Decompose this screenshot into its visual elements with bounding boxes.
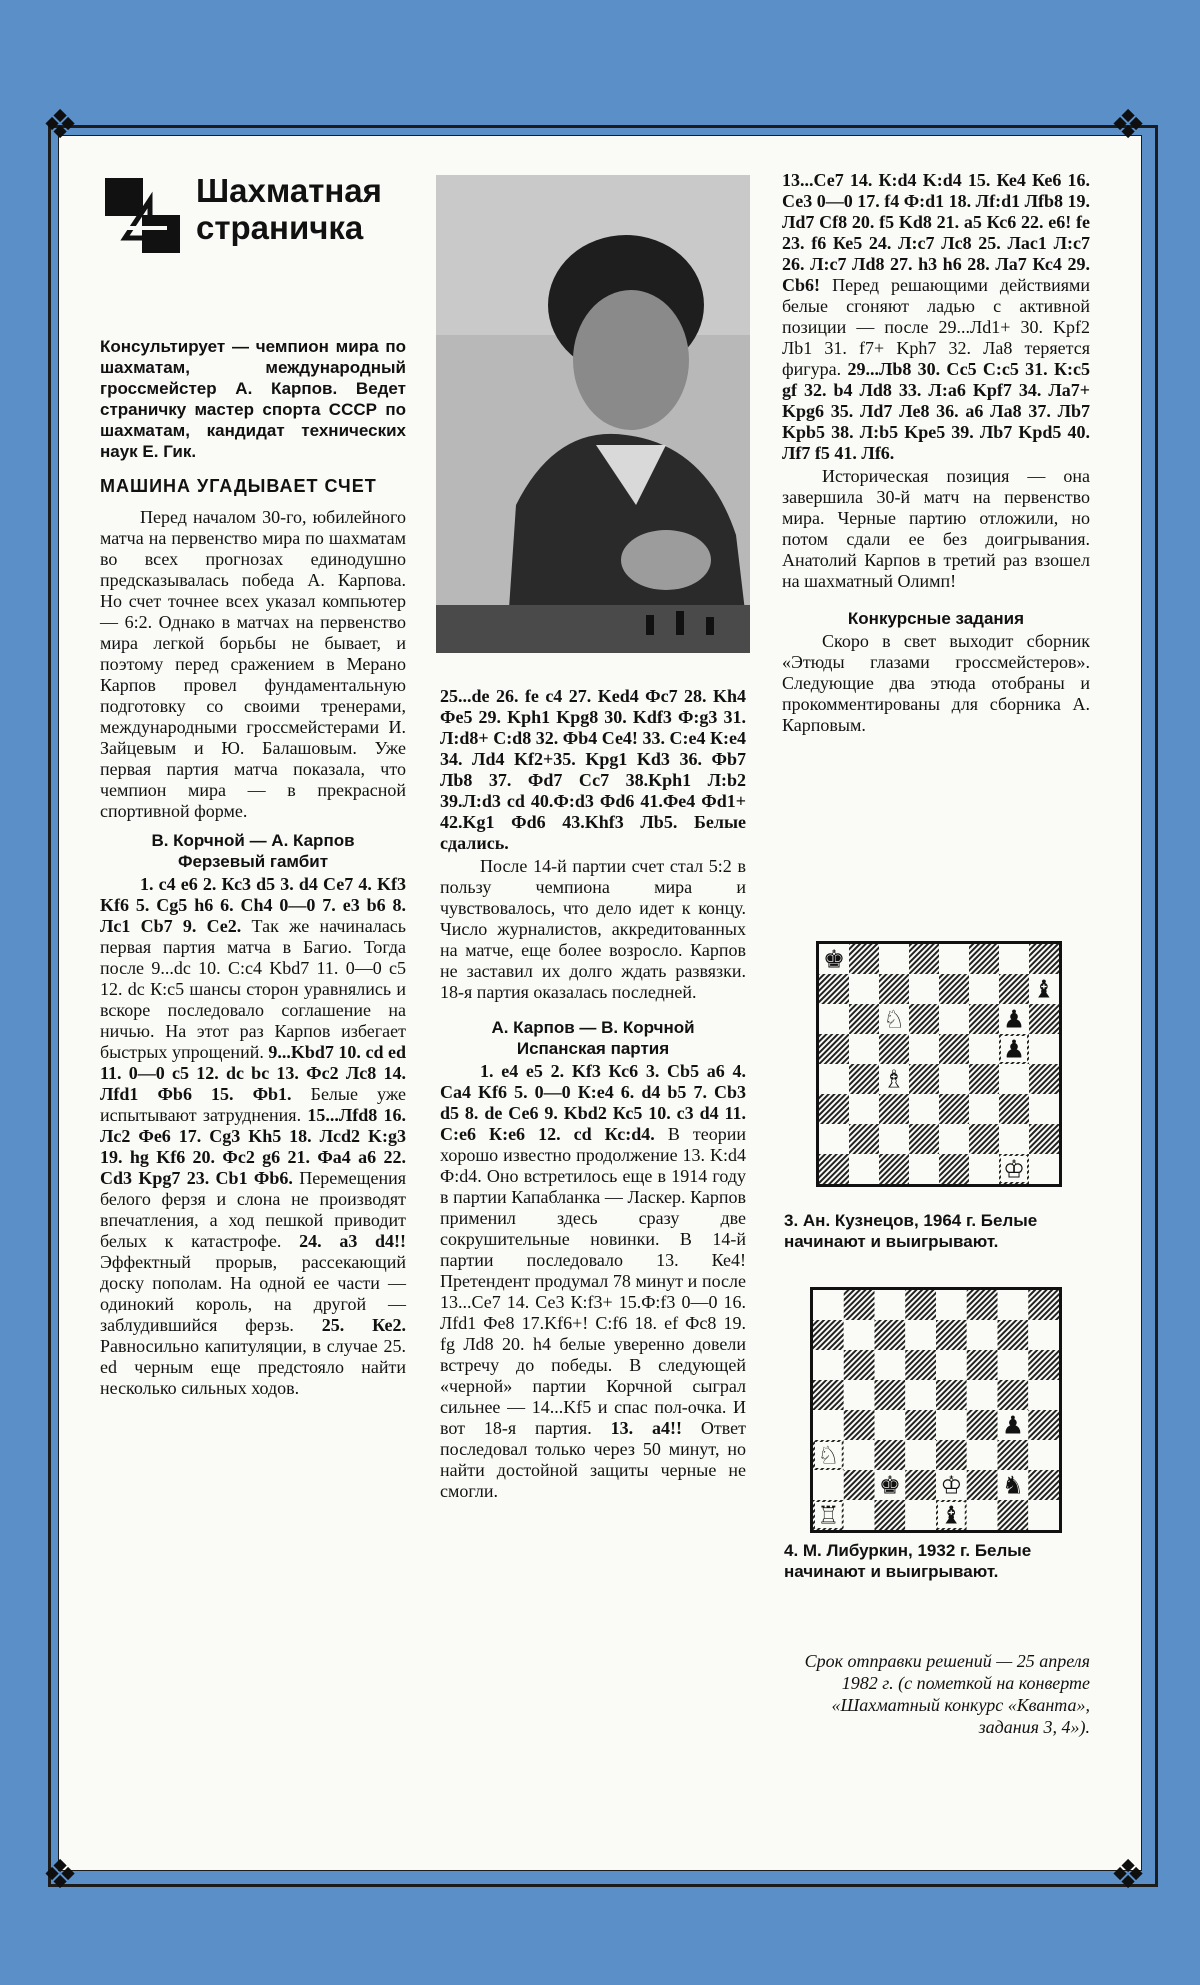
board-square (967, 1290, 998, 1320)
board-square (879, 974, 909, 1004)
chess-logo-icon (105, 178, 180, 253)
board-square (939, 1034, 969, 1064)
study4-piece-a3: ♘ (817, 1440, 840, 1470)
board-square (1028, 1320, 1059, 1350)
board-square (967, 1380, 998, 1410)
game2-continuation: 13...Се7 14. К:d4 K:d4 15. Ке4 Ке6 16. Се3 0—0 17. f4 Ф:d1 18. Лf:d1 Лfb8 19. Лd7 Cf8 20. f5 Kd8 21. а5 Кс6 22. е6! fe 23. f6 Ке5 24. Л:с7 Лс8 25. Лас1 Л:с7 26. Л:с7 Лd8 27. h3 h6 28. Ла7 Кс4 29. Cb6! Перед решающими действиями белые сгоняют ладью с активной позиции — после 29...Лd1+ 30. Kpf2 Лb1 31. f7+ Kph7 32. Ла8 теряется фигура. 29...Лb8 30. Сс5 С:с5 31. К:с5 gf 32. b4 Лd8 33. Л:а6 Kpf7 34. Ла7+ Kpg6 35. Лd7 Ле8 36. а6 Ла8 37. Лb7 Kpb5 38. Л:b5 Kpe5 39. Лb7 Kpd5 40. Лf7 f5 41. Лf6. (782, 170, 1091, 463)
board-square (819, 1034, 849, 1064)
study4-piece-e2: ♔ (940, 1470, 963, 1500)
board-square (1029, 1094, 1059, 1124)
board-square (875, 1440, 906, 1470)
board-square (849, 1004, 879, 1034)
board-square (939, 1154, 969, 1184)
board-square (844, 1380, 875, 1410)
study4-piece-g4: ♟ (1001, 1410, 1024, 1440)
board-square (969, 974, 999, 1004)
board-square (844, 1290, 875, 1320)
board-square (939, 1064, 969, 1094)
board-square (879, 1094, 909, 1124)
board-square (967, 1470, 998, 1500)
board-square (813, 1380, 844, 1410)
game1-annotation: 1. с4 е6 2. Кс3 d5 3. d4 Се7 4. Kf3 Kf6 5. Cg5 h6 6. Ch4 0—0 7. е3 b6 8. Лс1 Cb7 9. Се2. Так же начиналась первая партия матча в Багио. Тогда после 9...dc 10. С:с4 Kbd7 11. 0—0 с5 12. dc К:с5 шансы сторон уравнялись и вскоре последовало соглашение на ничью. На этот раз Карпов избегает быстрых упрощений. 9...Kbd7 10. cd ed 11. 0—0 с5 12. dc bc 13. Фс2 Лс8 14. Лfd1 Фb6 15. Фb1. Белые уже испытывают затруднения. 15...Лfd8 16. Лс2 Фе6 17. Cg3 Kh5 18. Лcd2 K:g3 19. hg Kf6 20. Фс2 g6 21. Фа4 а6 22. Cd3 Kpg7 23. Cb1 Фb6. Перемещения белого ферзя и слона не производят впечатления, а ход пешкой приводит белых к катастрофе. 24. а3 d4!! Эффектный прорыв, рассекающий доску пополам. На одной ее части — одинокий король, на другой — заблудившийся ферзь. 25. Ке2. Равносильно капитуляции, в случае 25. ed черным еще предстояло найти несколько сильных ходов. (100, 874, 407, 1398)
board-square (999, 1064, 1029, 1094)
board-square (939, 944, 969, 974)
board-square (844, 1320, 875, 1350)
deadline-note: Срок отправки решений — 25 апреля 1982 г. (с пометкой на конверте «Шахматный конкурс «Кванта», задания 3, 4»). (804, 1651, 1090, 1737)
board-square (936, 1410, 967, 1440)
board-square (813, 1350, 844, 1380)
board-square (875, 1290, 906, 1320)
board-square (1028, 1440, 1059, 1470)
column-2 (440, 686, 746, 1504)
board-square (936, 1320, 967, 1350)
board-square (909, 1004, 939, 1034)
board-square (1028, 1410, 1059, 1440)
board-square (1029, 1004, 1059, 1034)
board-square (939, 1094, 969, 1124)
board-square (813, 1320, 844, 1350)
board-square (1029, 1154, 1059, 1184)
board-square (967, 1500, 998, 1530)
board-square (909, 1124, 939, 1154)
board-square (819, 974, 849, 1004)
study3-piece-c6: ♘ (882, 1004, 906, 1034)
corner-ornament-icon: ❖ (42, 102, 78, 148)
board-square (939, 1124, 969, 1154)
board-square (849, 974, 879, 1004)
board-square (879, 1124, 909, 1154)
board-square (849, 1034, 879, 1064)
board-square (813, 1410, 844, 1440)
board-square (969, 1124, 999, 1154)
board-square (1028, 1500, 1059, 1530)
board-square (999, 1124, 1029, 1154)
board-square (844, 1440, 875, 1470)
article-paragraph: Перед началом 30-го, юбилейного матча на первенство мира по шахматам во всех прогнозах единодушно предсказывалась победа А. Карпова. Но счет точнее всех указал компьютер — 6:2. Однако в матчах на первенство мира легкой борьбы не бывает, и поэтому перед сражением в Мерано Карпов провел фундаментальную подготовку со своими тренерами, международными гроссмейстерами И. Зайцевым и Ю. Балашовым. Уже первая партия матча показала, что чемпион мира — в прекрасной спортивной форме. (100, 507, 406, 821)
study-3-caption: 3. Ан. Кузнецов, 1964 г. Белые начинают и выигрывают. (784, 1211, 1038, 1251)
board-square (1029, 1124, 1059, 1154)
board-square (969, 1094, 999, 1124)
study4-piece-e1: ♝ (940, 1500, 963, 1530)
board-square (875, 1380, 906, 1410)
board-square (844, 1350, 875, 1380)
board-square (844, 1410, 875, 1440)
intro-text: Консультирует — чемпион мира по шахматам, международный гроссмейстер А. Карпов. Ведет страничку мастер спорта СССР по шахматам, кандидат технических наук Е. Гик. (100, 337, 406, 461)
board-square (844, 1470, 875, 1500)
board-square (967, 1350, 998, 1380)
karpov-photo (436, 175, 750, 653)
board-square (819, 1004, 849, 1034)
board-square (969, 1034, 999, 1064)
board-square (936, 1440, 967, 1470)
corner-ornament-icon: ❖ (42, 1852, 78, 1898)
board-square (999, 974, 1029, 1004)
board-square (967, 1440, 998, 1470)
game2-header: А. Карпов — В. Корчной Испанская партия (491, 1018, 695, 1058)
corner-ornament-icon: ❖ (1110, 102, 1146, 148)
study3-piece-g1: ♔ (1002, 1154, 1026, 1184)
board-square (1029, 944, 1059, 974)
board-square (1028, 1470, 1059, 1500)
board-square (905, 1500, 936, 1530)
board-square (998, 1500, 1029, 1530)
board-square (875, 1500, 906, 1530)
study3-piece-h7: ♝ (1032, 974, 1056, 1004)
board-square (1028, 1380, 1059, 1410)
board-square (879, 944, 909, 974)
board-square (909, 974, 939, 1004)
study3-piece-g5: ♟ (1002, 1034, 1026, 1064)
board-square (875, 1350, 906, 1380)
article-heading: МАШИНА УГАДЫВАЕТ СЧЕТ (100, 476, 377, 496)
game1-continuation: 25...de 26. fe с4 27. Ked4 Фс7 28. Kh4 Фе5 29. Kph1 Kpg8 30. Kdf3 Ф:g3 31. Л:d8+ С:d8 32. Фb4 Се4! 33. С:е4 К:е4 34. Лd4 Kf2+35. Kpg1 Kd3 36. Фb7 Лb8 37. Фd7 Сс7 38.Kph1 Л:b2 39.Л:d3 cd 40.Ф:d3 Фd6 41.Фе4 Фd1+ 42.Kg1 Фd6 43.Khf3 Лb5. Белые сдались. (440, 686, 746, 853)
board-square (1028, 1350, 1059, 1380)
board-square (905, 1470, 936, 1500)
study4-piece-a1: ♖ (817, 1500, 840, 1530)
board-square (879, 1034, 909, 1064)
board-square (998, 1350, 1029, 1380)
column-1 (100, 336, 406, 1401)
study-4-caption: 4. М. Либуркин, 1932 г. Белые начинают и выигрывают. (784, 1541, 1032, 1581)
contest-text: Скоро в свет выходит сборник «Этюды глазами гроссмейстеров». Следующие два этюда отобраны и прокомментированы для сборника А. Карповым. (782, 631, 1090, 735)
board-square (849, 1154, 879, 1184)
chessboard-study-3 (816, 941, 1062, 1187)
corner-ornament-icon: ❖ (1110, 1852, 1146, 1898)
board-square (813, 1470, 844, 1500)
board-square (909, 1094, 939, 1124)
board-square (999, 1094, 1029, 1124)
game2-annotation: 1. е4 е5 2. Kf3 Кс6 3. Cb5 а6 4. Са4 Kf6 5. 0—0 К:е4 6. d4 b5 7. Cb3 d5 8. de Се6 9. Kbd2 Кс5 10. с3 d4 11. С:е6 К:е6 12. cd Кс:d4. В теории хорошо известно продолжение 13. K:d4 Ф:d4. Оно встретилось еще в 1914 году в партии Капабланка — Ласкер. Карпов применил здесь сразу две сокрушительные новинки. В 14-й партии последовало 13. Ке4! Претендент продумал 78 минут и после 13...Се7 14. Се3 К:f3+ 15.Ф:f3 0—0 16. Лfd1 Фе8 17.Kf6+! С:f6 18. ef Фс8 19. fg Лd8 20. h4 белые уверенно довели встречу до победы. В следующей «черной» партии Корчной сыграл сильнее — 14...Kf5 и спас пол-очка. И вот 18-я партия. 13. а4!! Ответ последовал только через 50 минут, но найти достойной защиты черные не смогли. (440, 1061, 746, 1501)
board-square (875, 1320, 906, 1350)
board-square (819, 1154, 849, 1184)
board-square (998, 1290, 1029, 1320)
board-square (875, 1410, 906, 1440)
board-square (999, 944, 1029, 974)
contest-heading: Конкурсные задания (847, 609, 1025, 628)
board-square (998, 1440, 1029, 1470)
board-square (819, 1124, 849, 1154)
study3-piece-c4: ♗ (882, 1064, 906, 1094)
board-square (1029, 1034, 1059, 1064)
board-square (969, 1004, 999, 1034)
board-square (844, 1500, 875, 1530)
board-square (969, 944, 999, 974)
board-square (819, 1094, 849, 1124)
chessboard-study-4 (810, 1287, 1062, 1533)
board-square (849, 1124, 879, 1154)
board-square (998, 1320, 1029, 1350)
game1-header: В. Корчной — А. Карпов Ферзевый гамбит (151, 831, 355, 871)
board-square (819, 1064, 849, 1094)
board-square (1028, 1290, 1059, 1320)
board-square (936, 1380, 967, 1410)
study4-piece-g2: ♞ (1001, 1470, 1024, 1500)
board-square (905, 1290, 936, 1320)
between-games-text: После 14-й партии счет стал 5:2 в пользу чемпиона мира и чувствовалось, что дело идет к концу. Число журналистов, аккредитованных на матче, еще более возросло. Карпов не заставил их долго ждать развязки. 18-я партия оказалась последней. (440, 856, 746, 1002)
board-square (936, 1290, 967, 1320)
board-square (967, 1410, 998, 1440)
study3-piece-g6: ♟ (1002, 1004, 1026, 1034)
board-square (849, 1094, 879, 1124)
board-square (998, 1380, 1029, 1410)
board-square (905, 1440, 936, 1470)
board-square (909, 944, 939, 974)
board-square (849, 944, 879, 974)
board-square (849, 1064, 879, 1094)
board-square (905, 1320, 936, 1350)
board-square (813, 1290, 844, 1320)
board-square (967, 1320, 998, 1350)
study3-piece-a8: ♚ (822, 944, 846, 974)
board-square (936, 1350, 967, 1380)
board-square (909, 1154, 939, 1184)
board-square (909, 1034, 939, 1064)
board-square (879, 1154, 909, 1184)
board-square (969, 1154, 999, 1184)
historic-position-text: Историческая позиция — она завершила 30-й матч на первенство мира. Черные партию отложили, но потом сдали ее без доигрывания. Анатолий Карпов в третий раз взошел на шахматный Олимп! (782, 466, 1090, 591)
board-square (909, 1064, 939, 1094)
board-square (905, 1410, 936, 1440)
study4-piece-c2: ♚ (878, 1470, 901, 1500)
board-square (969, 1064, 999, 1094)
page-title: Шахматная страничка (196, 172, 382, 246)
board-square (905, 1380, 936, 1410)
board-square (1029, 1064, 1059, 1094)
board-square (939, 1004, 969, 1034)
board-square (905, 1350, 936, 1380)
column-3 (782, 170, 1090, 738)
board-square (939, 974, 969, 1004)
